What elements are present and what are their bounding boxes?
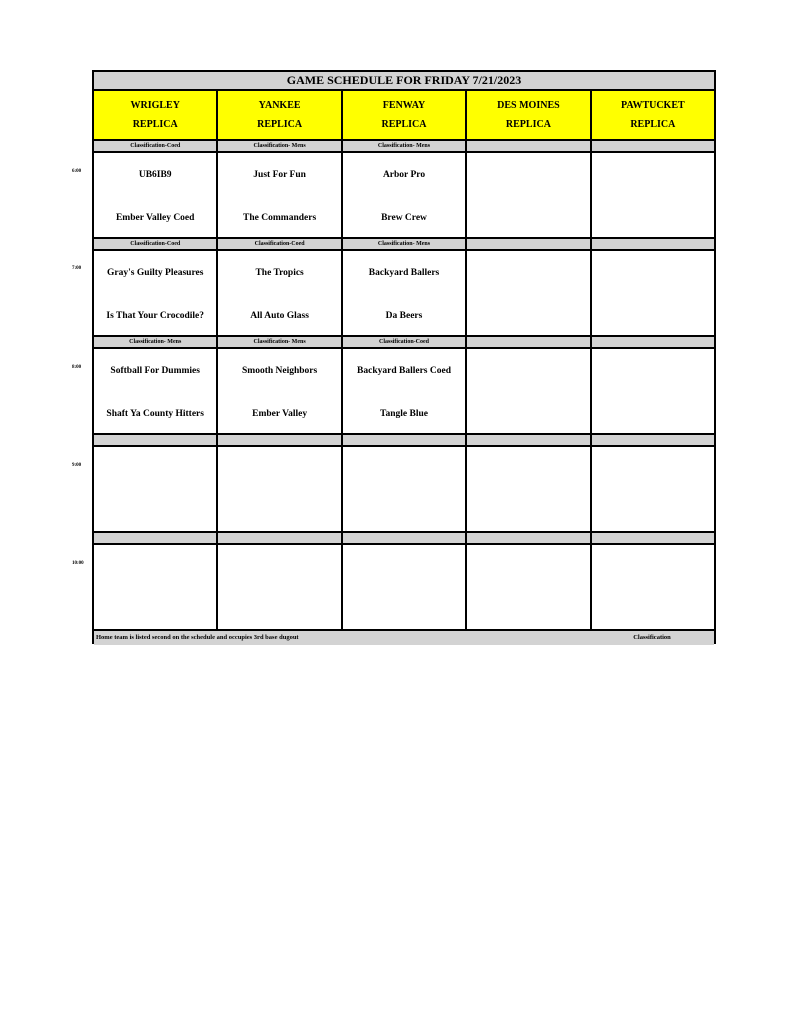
classification-cell <box>467 141 591 151</box>
time-label-8: 8:00 <box>72 365 82 370</box>
home-team: Shaft Ya County Hitters <box>106 409 204 419</box>
field-header-row <box>94 91 714 141</box>
away-team: Softball For Dummies <box>110 366 200 376</box>
away-team: Backyard Ballers Coed <box>357 366 451 376</box>
classification-cell: Classification-Coed <box>343 337 467 347</box>
classification-cell: Classification- Mens <box>218 337 342 347</box>
game-cell <box>592 349 714 433</box>
game-cell <box>94 545 218 629</box>
game-cell <box>592 447 714 531</box>
home-team: The Commanders <box>243 213 317 223</box>
game-row <box>94 349 714 435</box>
classification-cell <box>592 435 714 445</box>
field-name: DES MOINES <box>497 100 560 111</box>
home-team: Ember Valley Coed <box>115 213 195 223</box>
game-cell <box>343 447 467 531</box>
game-row <box>94 153 714 239</box>
game-cell <box>467 447 591 531</box>
classification-row <box>94 533 714 545</box>
classification-cell: Classification- Mens <box>94 337 218 347</box>
game-cell <box>343 545 467 629</box>
away-team: Arbor Pro <box>382 170 426 180</box>
game-cell <box>218 153 342 237</box>
classification-cell <box>592 337 714 347</box>
home-team: Ember Valley <box>252 409 308 419</box>
classification-cell: Classification-Coed <box>218 239 342 249</box>
home-team: Da Beers <box>385 311 423 321</box>
field-name: YANKEE <box>258 100 301 111</box>
classification-row <box>94 337 714 349</box>
schedule-title: GAME SCHEDULE FOR FRIDAY 7/21/2023 <box>94 72 714 91</box>
time-label-7: 7:00 <box>72 266 82 271</box>
game-cell <box>467 153 591 237</box>
game-cell <box>343 251 467 335</box>
classification-cell: Classification- Mens <box>343 141 467 151</box>
game-cell <box>467 251 591 335</box>
classification-cell <box>467 239 591 249</box>
game-cell <box>218 447 342 531</box>
game-cell <box>592 153 714 237</box>
field-header-fenway <box>343 91 467 139</box>
away-team: The Tropics <box>255 268 304 278</box>
field-sub: REPLICA <box>630 119 676 130</box>
home-team-note: Home team is listed second on the schedule and occupies 3rd base dugout <box>96 634 299 641</box>
classification-row <box>94 141 714 153</box>
field-sub: REPLICA <box>132 119 178 130</box>
classification-cell <box>592 533 714 543</box>
away-team: Smooth Neighbors <box>242 366 318 376</box>
classification-cell: Classification-Coed <box>94 239 218 249</box>
home-team: Tangle Blue <box>380 409 428 419</box>
game-cell <box>467 545 591 629</box>
classification-cell <box>592 239 714 249</box>
home-team: All Auto Glass <box>250 311 309 321</box>
classification-cell <box>467 533 591 543</box>
game-row <box>94 251 714 337</box>
classification-cell <box>218 435 342 445</box>
field-header-yankee <box>218 91 342 139</box>
game-cell <box>94 251 218 335</box>
time-label-9: 9:00 <box>72 463 82 468</box>
game-row <box>94 447 714 533</box>
classification-cell <box>94 533 218 543</box>
field-sub: REPLICA <box>381 119 427 130</box>
field-sub: REPLICA <box>257 119 303 130</box>
classification-row <box>94 239 714 251</box>
classification-cell <box>467 435 591 445</box>
game-cell <box>218 545 342 629</box>
field-name: FENWAY <box>382 100 426 111</box>
time-label-6: 6:00 <box>72 169 82 174</box>
game-cell <box>343 153 467 237</box>
game-cell <box>218 349 342 433</box>
game-cell <box>592 545 714 629</box>
game-cell <box>343 349 467 433</box>
field-header-pawtucket <box>592 91 714 139</box>
classification-cell <box>343 533 467 543</box>
away-team: Just For Fun <box>253 170 306 180</box>
away-team: Backyard Ballers <box>368 268 440 278</box>
classification-cell: Classification- Mens <box>218 141 342 151</box>
game-cell <box>218 251 342 335</box>
game-cell <box>94 349 218 433</box>
footer-band <box>94 631 714 645</box>
classification-cell <box>218 533 342 543</box>
classification-cell: Classification-Coed <box>94 141 218 151</box>
classification-cell <box>592 141 714 151</box>
field-name: PAWTUCKET <box>620 100 685 111</box>
classification-cell <box>94 435 218 445</box>
field-sub: REPLICA <box>505 119 551 130</box>
away-team: Gray's Guilty Pleasures <box>107 268 204 278</box>
schedule-sheet <box>92 70 716 644</box>
field-header-des-moines <box>467 91 591 139</box>
classification-cell: Classification- Mens <box>343 239 467 249</box>
time-label-10: 10:00 <box>72 561 84 566</box>
game-cell <box>94 447 218 531</box>
classification-row <box>94 435 714 447</box>
field-header-wrigley <box>94 91 218 139</box>
classification-cell <box>467 337 591 347</box>
home-team: Is That Your Crocodile? <box>106 311 204 321</box>
game-cell <box>94 153 218 237</box>
field-name: WRIGLEY <box>130 100 180 111</box>
footer-classification: Classification <box>633 634 671 641</box>
game-cell <box>467 349 591 433</box>
away-team: UB6IB9 <box>138 170 172 180</box>
game-cell <box>592 251 714 335</box>
game-row <box>94 545 714 631</box>
classification-cell <box>343 435 467 445</box>
home-team: Brew Crew <box>381 213 427 223</box>
